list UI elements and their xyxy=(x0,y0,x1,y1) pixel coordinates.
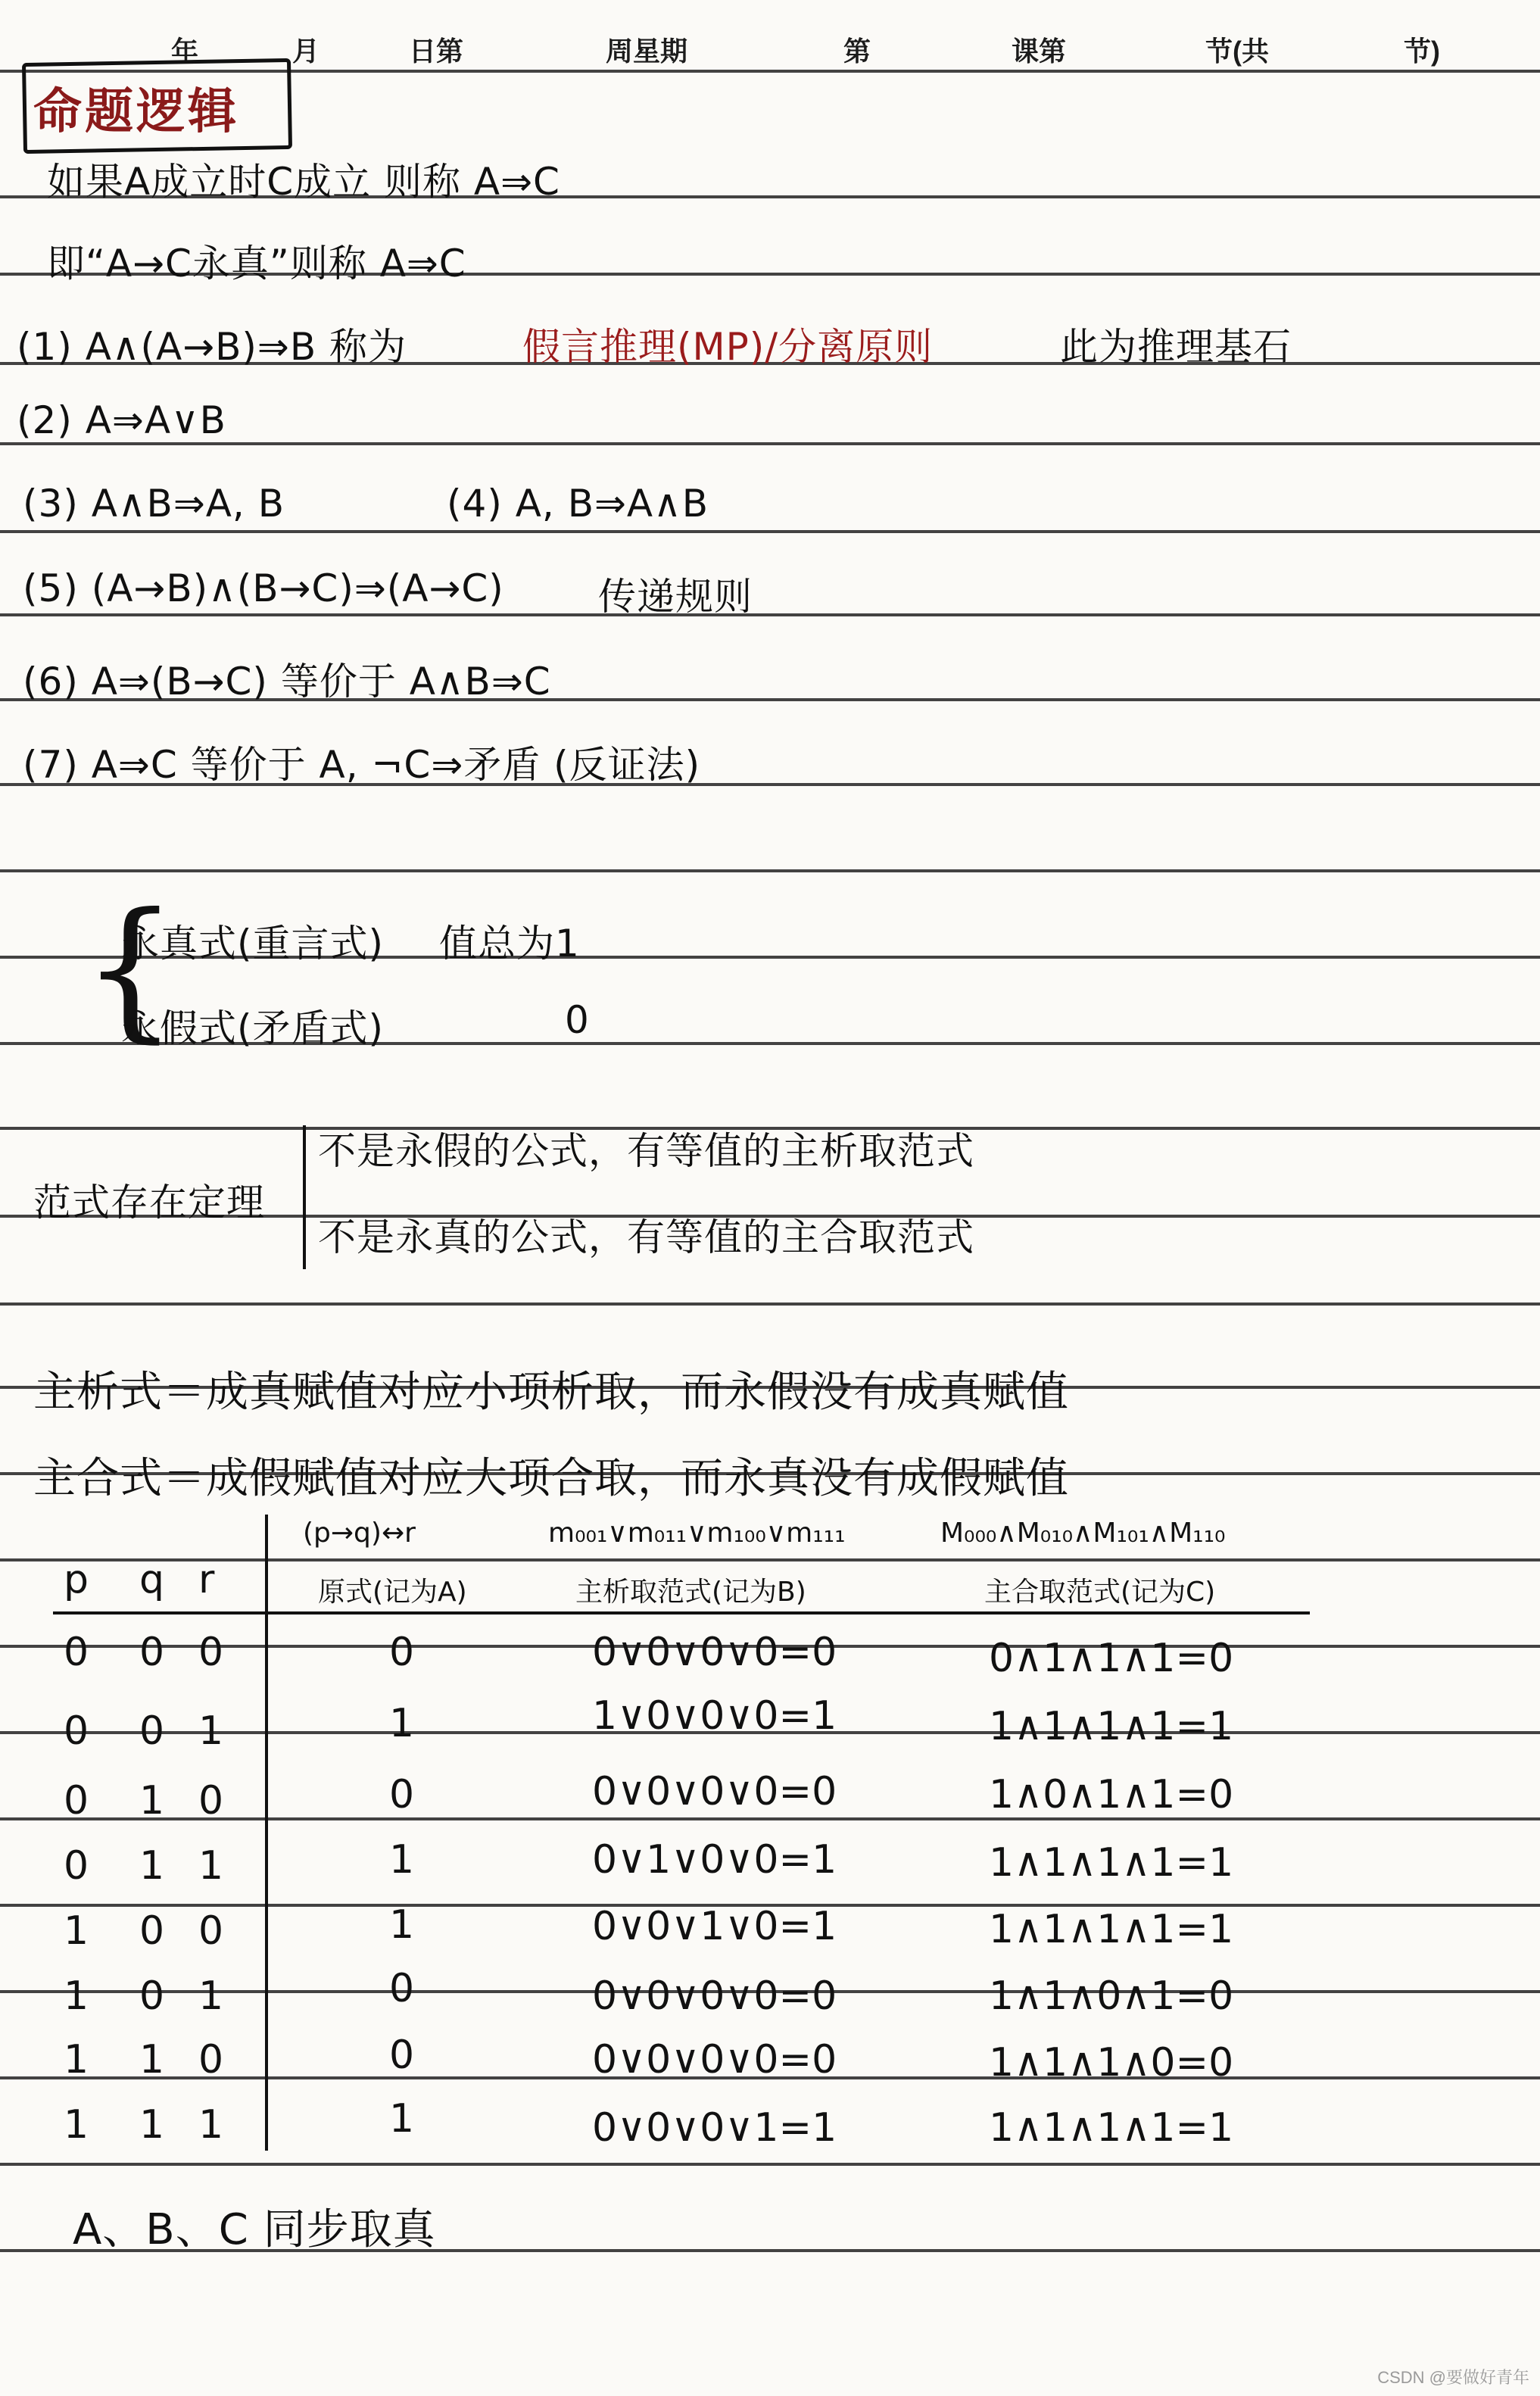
table-row-6-c: 1∧1∧1∧0=0 xyxy=(989,2040,1234,2086)
table-row-7-q: 1 xyxy=(139,2102,165,2148)
table-row-5-a: 0 xyxy=(389,1966,415,2011)
line-proof-by-contradiction: (7) A⇒C 等价于 A, ¬C⇒矛盾 (反证法) xyxy=(23,743,701,787)
header-month: 月 xyxy=(292,36,320,67)
table-row-3-r: 1 xyxy=(198,1843,224,1889)
header-day-week: 日第 xyxy=(409,36,464,67)
header-q: q xyxy=(139,1557,165,1602)
table-row-2-p: 0 xyxy=(64,1778,89,1824)
ruled-line xyxy=(0,2163,1540,2166)
line-modus-ponens: (1) A∧(A→B)⇒B 称为 xyxy=(17,325,407,369)
header-original-formula: (p→q)↔r xyxy=(303,1518,416,1549)
table-row-5-p: 1 xyxy=(64,1973,89,2019)
header-dnf-label: 主析取范式(记为B) xyxy=(575,1577,806,1608)
contradiction-label: 永假式(矛盾式) xyxy=(121,1006,385,1050)
tautology-brace: { xyxy=(82,881,179,1057)
table-row-5-b: 0∨0∨0∨0=0 xyxy=(592,1973,837,2019)
header-section-total: 节(共 xyxy=(1205,36,1269,67)
ruled-line xyxy=(0,1303,1540,1306)
contradiction-value: 0 xyxy=(565,998,590,1042)
table-row-4-p: 1 xyxy=(64,1908,89,1954)
table-row-0-p: 0 xyxy=(64,1630,89,1675)
ruled-line xyxy=(0,1558,1540,1561)
table-row-0-b: 0∨0∨0∨0=0 xyxy=(592,1630,837,1675)
table-row-3-c: 1∧1∧1∧1=1 xyxy=(989,1840,1234,1886)
page-title: 命题逻辑 xyxy=(33,83,239,140)
ruled-line xyxy=(0,613,1540,616)
table-row-7-p: 1 xyxy=(64,2102,89,2148)
table-row-1-p: 0 xyxy=(64,1708,89,1754)
table-row-7-a: 1 xyxy=(389,2096,415,2142)
table-row-6-b: 0∨0∨0∨0=0 xyxy=(592,2037,837,2082)
definition-cnf: 主合式＝成假赋值对应大项合取，而永真没有成假赋值 xyxy=(33,1454,1069,1503)
header-cnf-formula: M₀₀₀∧M₀₁₀∧M₁₀₁∧M₁₁₀ xyxy=(940,1518,1226,1549)
table-row-0-c: 0∧1∧1∧1=0 xyxy=(989,1636,1234,1681)
definition-dnf: 主析式＝成真赋值对应小项析取，而永假没有成真赋值 xyxy=(33,1368,1069,1417)
table-row-3-a: 1 xyxy=(389,1837,415,1883)
header-r: r xyxy=(198,1557,215,1602)
line-exportation: (6) A⇒(B→C) 等价于 A∧B⇒C xyxy=(23,660,551,704)
table-row-0-q: 0 xyxy=(139,1630,165,1675)
table-row-4-a: 1 xyxy=(389,1902,415,1948)
table-row-2-b: 0∨0∨0∨0=0 xyxy=(592,1769,837,1814)
table-header-underline xyxy=(53,1611,1310,1614)
line-addition: (2) A⇒A∨B xyxy=(17,398,226,442)
table-row-1-c: 1∧1∧1∧1=1 xyxy=(989,1704,1234,1749)
table-row-1-r: 1 xyxy=(198,1708,224,1754)
tautology-label: 永真式(重言式) xyxy=(121,922,385,966)
table-row-7-r: 1 xyxy=(198,2102,224,2148)
table-row-5-r: 1 xyxy=(198,1973,224,2019)
normal-form-line1: 不是永假的公式，有等值的主析取范式 xyxy=(318,1129,974,1173)
normal-form-label: 范式存在定理 xyxy=(33,1181,265,1225)
table-row-7-b: 0∨0∨0∨1=1 xyxy=(592,2105,837,2151)
header-cnf-label: 主合取范式(记为C) xyxy=(984,1577,1216,1608)
normal-form-bar xyxy=(303,1125,306,1269)
header-dnf-formula: m₀₀₁∨m₀₁₁∨m₁₀₀∨m₁₁₁ xyxy=(548,1518,846,1549)
table-row-2-r: 0 xyxy=(198,1778,224,1824)
table-row-5-c: 1∧1∧0∧1=0 xyxy=(989,1973,1234,2019)
table-vertical-divider xyxy=(265,1515,268,2151)
line-modus-ponens-name: 假言推理(MP)/分离原则 xyxy=(522,325,934,369)
table-row-6-p: 1 xyxy=(64,2037,89,2082)
ruled-line xyxy=(0,530,1540,533)
line-transitivity-name: 传递规则 xyxy=(598,575,753,619)
table-row-4-q: 0 xyxy=(139,1908,165,1954)
table-row-1-b: 1∨0∨0∨0=1 xyxy=(592,1693,837,1739)
table-row-2-c: 1∧0∧1∧1=0 xyxy=(989,1772,1234,1817)
table-row-3-b: 0∨1∨0∨0=1 xyxy=(592,1837,837,1883)
line-implication-def: 如果A成立时C成立 则称 A⇒C xyxy=(47,160,560,204)
header-year: 年 xyxy=(171,36,199,67)
table-row-0-r: 0 xyxy=(198,1630,224,1675)
table-row-3-q: 1 xyxy=(139,1843,165,1889)
table-row-0-a: 0 xyxy=(389,1630,415,1675)
line-simplification: (3) A∧B⇒A, B xyxy=(23,482,285,526)
header-number: 第 xyxy=(843,36,871,67)
table-row-6-r: 0 xyxy=(198,2037,224,2082)
table-row-2-q: 1 xyxy=(139,1778,165,1824)
ruled-line xyxy=(0,1817,1540,1820)
line-implication-equiv: 即“A→C永真”则称 A⇒C xyxy=(47,242,466,285)
table-row-6-a: 0 xyxy=(389,2033,415,2078)
table-row-7-c: 1∧1∧1∧1=1 xyxy=(989,2105,1234,2151)
ruled-line xyxy=(0,869,1540,872)
line-reasoning-foundation: 此为推理基石 xyxy=(1060,325,1292,369)
header-p: p xyxy=(64,1557,89,1602)
table-row-2-a: 0 xyxy=(389,1772,415,1817)
table-row-4-b: 0∨0∨1∨0=1 xyxy=(592,1904,837,1949)
header-section-end: 节) xyxy=(1404,36,1440,67)
table-row-4-c: 1∧1∧1∧1=1 xyxy=(989,1907,1234,1952)
table-row-1-q: 0 xyxy=(139,1708,165,1754)
table-row-6-q: 1 xyxy=(139,2037,165,2082)
conclusion-note: A、B、C 同步取真 xyxy=(73,2205,436,2254)
table-row-1-a: 1 xyxy=(389,1701,415,1746)
ruled-line xyxy=(0,442,1540,445)
normal-form-line2: 不是永真的公式，有等值的主合取范式 xyxy=(318,1215,974,1259)
header-lesson: 课第 xyxy=(1012,36,1067,67)
line-hypothetical-syllogism: (5) (A→B)∧(B→C)⇒(A→C) xyxy=(23,566,504,610)
table-row-3-p: 0 xyxy=(64,1843,89,1889)
header-original-label: 原式(记为A) xyxy=(318,1577,467,1608)
tautology-value: 值总为1 xyxy=(439,922,580,966)
table-row-4-r: 0 xyxy=(198,1908,224,1954)
line-conjunction: (4) A, B⇒A∧B xyxy=(447,482,709,526)
header-week-weekday: 周星期 xyxy=(606,36,688,67)
table-row-5-q: 0 xyxy=(139,1973,165,2019)
watermark: CSDN @要做好青年 xyxy=(1377,2368,1529,2387)
